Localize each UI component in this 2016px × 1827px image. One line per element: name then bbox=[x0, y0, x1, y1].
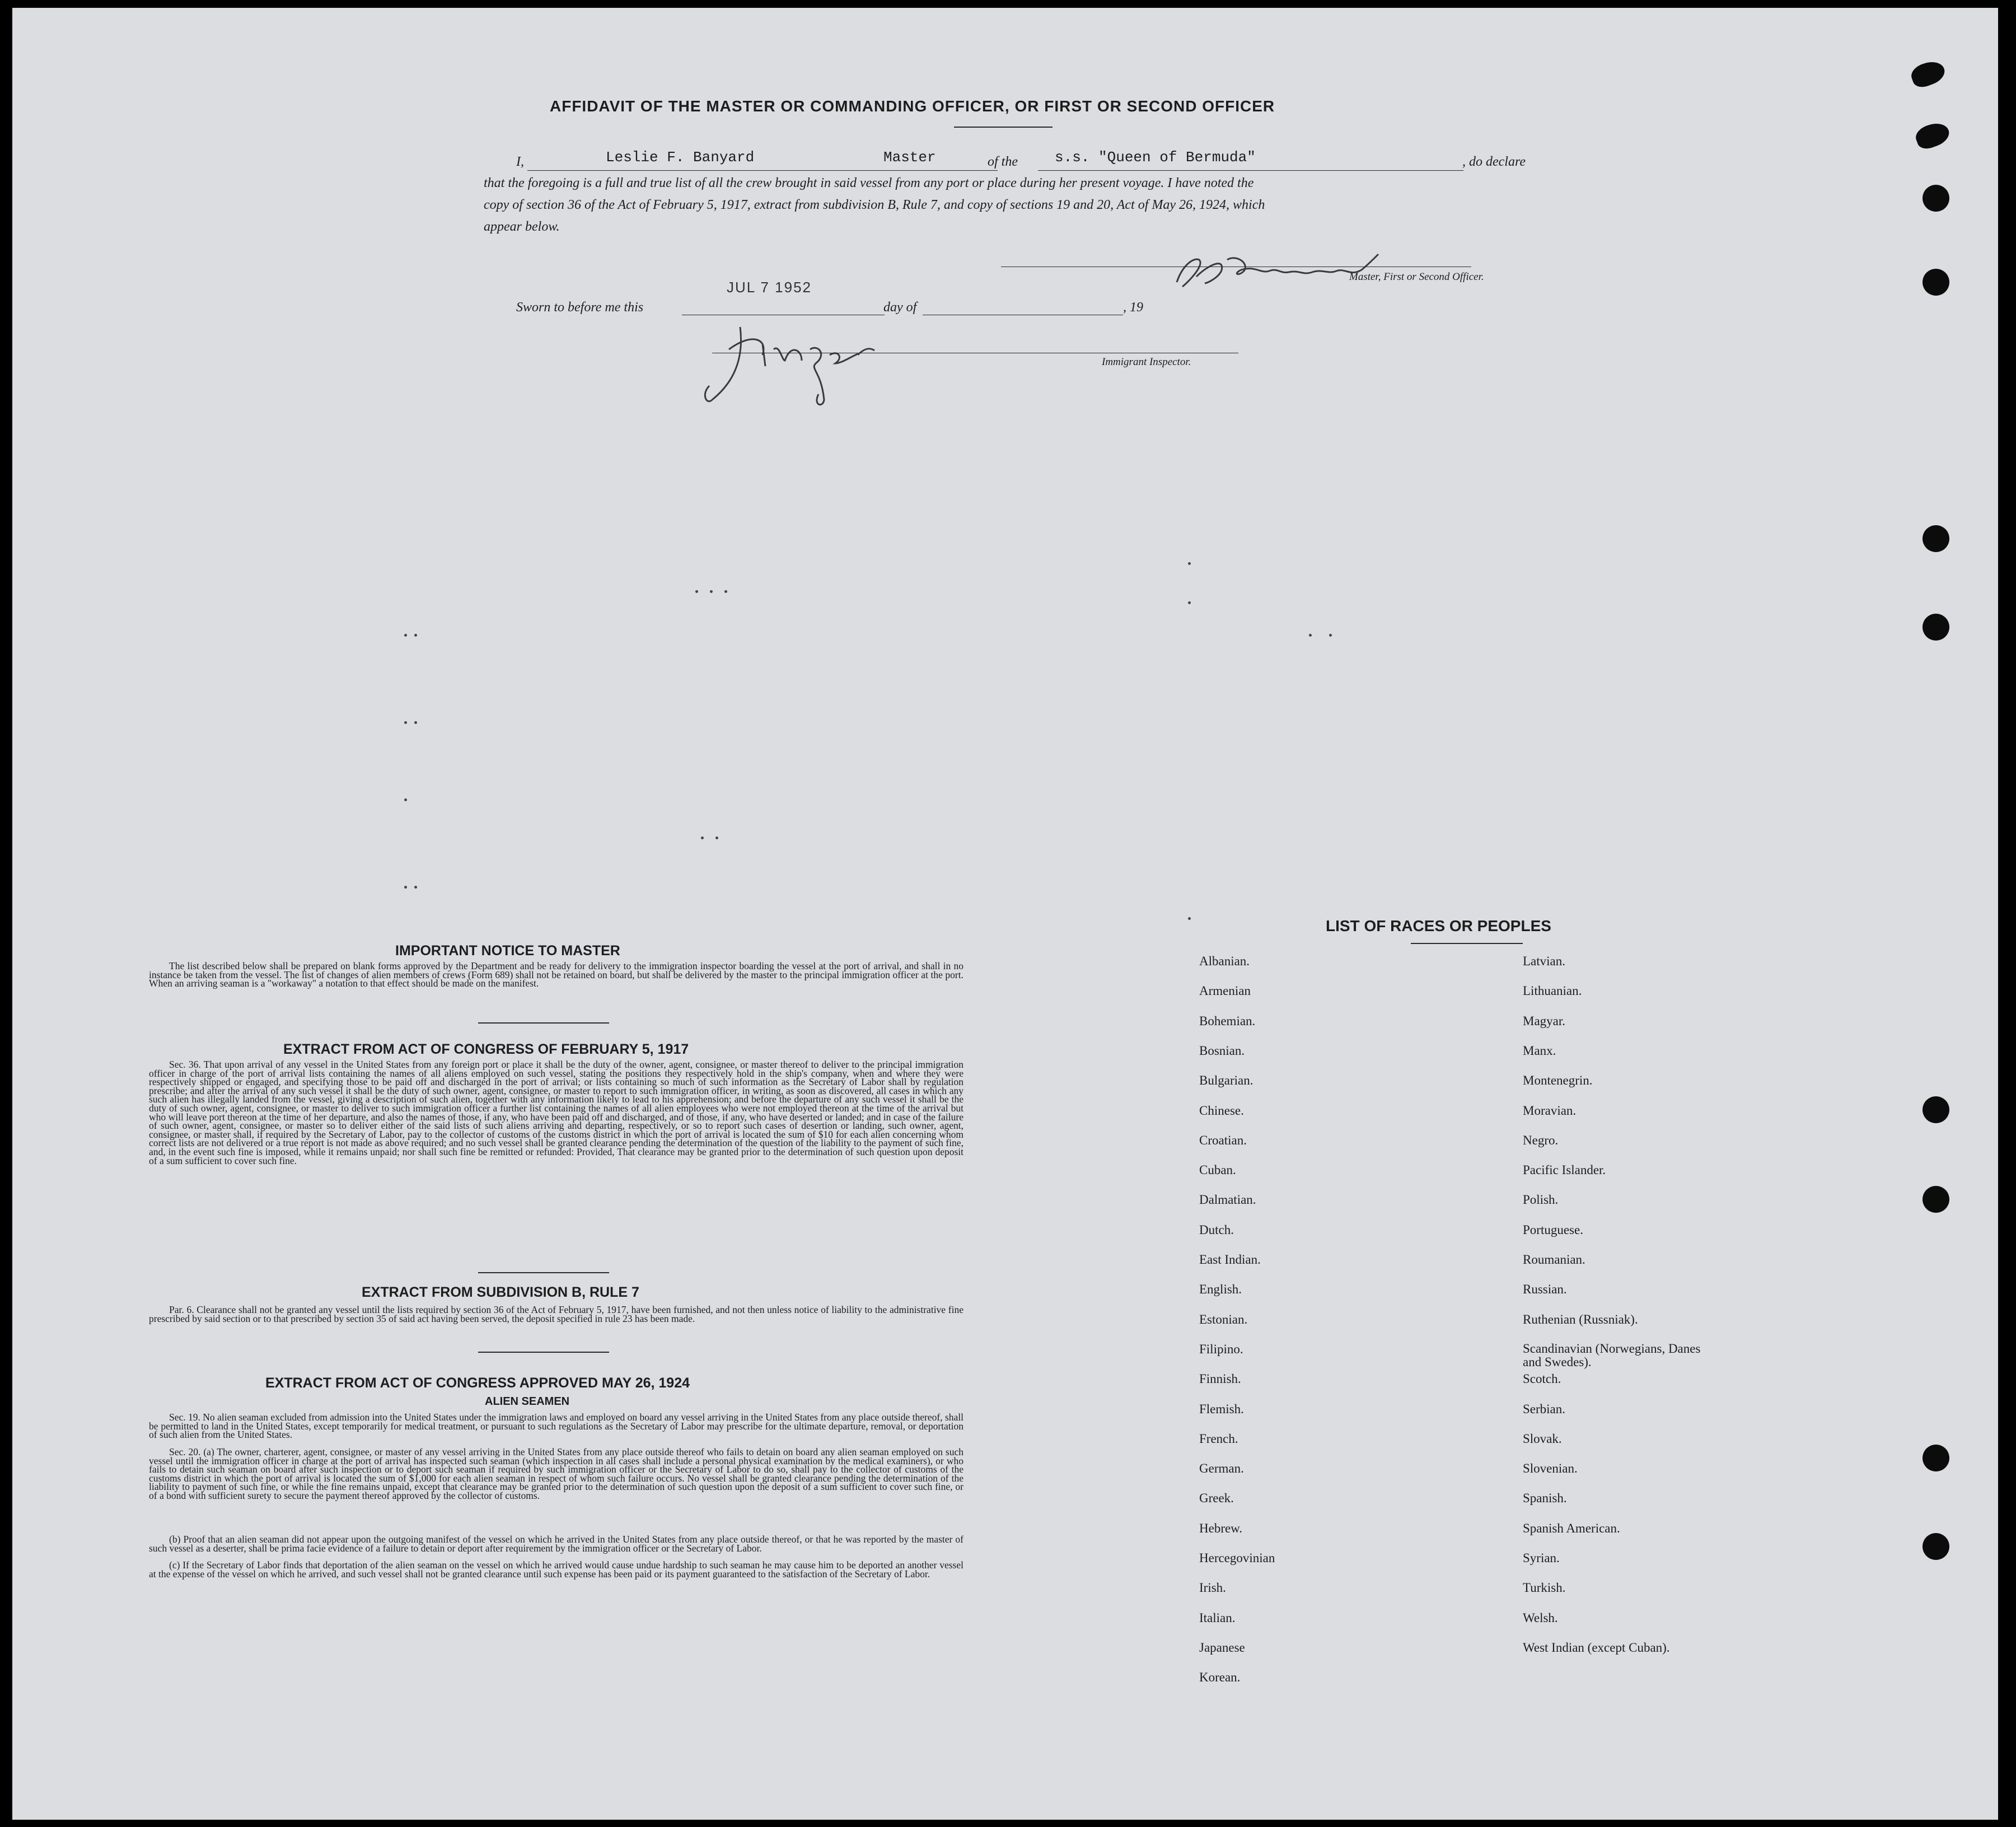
race-item: Hebrew. bbox=[1199, 1521, 1243, 1535]
race-item: English. bbox=[1199, 1282, 1242, 1296]
race-item: Scandinavian (Norwegians, Danes and Swedes). bbox=[1523, 1342, 1701, 1369]
race-item: Syrian. bbox=[1523, 1551, 1560, 1565]
race-item: Lithuanian. bbox=[1523, 984, 1582, 998]
do-declare-label: , do declare bbox=[1462, 155, 1526, 169]
speck bbox=[715, 837, 718, 839]
race-item: Russian. bbox=[1523, 1282, 1567, 1296]
race-item: Greek. bbox=[1199, 1491, 1234, 1505]
master-rank: Master bbox=[883, 149, 936, 166]
section-divider bbox=[478, 1022, 609, 1024]
races-divider bbox=[1411, 943, 1523, 944]
race-item: Armenian bbox=[1199, 984, 1251, 998]
section-divider bbox=[478, 1272, 609, 1273]
race-item: Manx. bbox=[1523, 1044, 1556, 1058]
speck bbox=[1329, 634, 1332, 637]
sec20c-text: (c) If the Secretary of Labor finds that deportation of the alien seaman on the vessel on which he arrived would cause undue hardship to such seaman he may cause him to be deported an another vessel at the expense of the vessel on which he arrived, and such vessel shall not be granted clearance until such expense has been paid or its payment guaranteed to the satisfaction of the Secretary of Labor. bbox=[149, 1559, 963, 1580]
speck bbox=[1188, 917, 1191, 920]
speck bbox=[414, 721, 417, 724]
document-page bbox=[12, 8, 1998, 1820]
punch-hole bbox=[1923, 525, 1949, 552]
affidavit-title: AFFIDAVIT OF THE MASTER OR COMMANDING OFFICER, OR FIRST OR SECOND OFFICER bbox=[550, 97, 1275, 115]
vessel-line bbox=[1038, 170, 1463, 171]
notice-heading: IMPORTANT NOTICE TO MASTER bbox=[395, 943, 620, 959]
sec20a-text: Sec. 20. (a) The owner, charterer, agent, consignee, or master of any vessel arriving in the United States from any place outside thereof who fails to detain on board any alien seaman employed on such vessel until the immigration officer in charge at the port of arrival has inspected such seaman (which inspection in all cases shall include a personal physical examination by the medical examiners), or who fails to detain such seaman on board after such inspection or to deport such seaman if required by such immigration officer or the Secretary of Labor to do so, shall pay to the collector of customs of the customs district in which the port of arrival is located the sum of $1,000 for each alien seaman in respect of whom such failure occurs. No vessel shall be granted clearance pending the determination of the liability to payment of such fine, or while the fine remains unpaid, except that clearance may be granted prior to the determination of such question upon the deposit of a sum sufficient to cover such fine, or of a bond with sufficient surety to secure the payment thereof approved by the collector of customs. bbox=[149, 1446, 963, 1501]
speck bbox=[404, 721, 407, 724]
race-item: Irish. bbox=[1199, 1581, 1226, 1595]
race-item: Flemish. bbox=[1199, 1402, 1244, 1416]
speck bbox=[1188, 601, 1191, 604]
punch-hole bbox=[1923, 1533, 1949, 1560]
section-divider bbox=[478, 1352, 609, 1353]
punch-hole bbox=[1913, 119, 1952, 152]
sec20b-text: (b) Proof that an alien seaman did not appear upon the outgoing manifest of the vessel on which he arrived in the United States from any place outside thereof, or that he was reported by the master of such vessel as a deserter, shall be prima facie evidence of a failure to detain or deport after requirement by the immigration officer or the Secretary of Labor. bbox=[149, 1534, 963, 1554]
race-item: Albanian. bbox=[1199, 954, 1250, 968]
race-item: Spanish American. bbox=[1523, 1521, 1620, 1535]
inspector-signature bbox=[690, 310, 925, 411]
race-item: Turkish. bbox=[1523, 1581, 1566, 1595]
punch-hole bbox=[1923, 269, 1949, 296]
punch-hole bbox=[1923, 614, 1949, 641]
race-item: Italian. bbox=[1199, 1611, 1236, 1625]
race-item: Spanish. bbox=[1523, 1491, 1567, 1505]
speck bbox=[710, 590, 713, 593]
speck bbox=[1188, 562, 1191, 565]
race-item: West Indian (except Cuban). bbox=[1523, 1641, 1670, 1655]
race-item: Hercegovinian bbox=[1199, 1551, 1275, 1565]
race-item: Dutch. bbox=[1199, 1223, 1234, 1237]
speck bbox=[404, 798, 407, 801]
races-heading: LIST OF RACES OR PEOPLES bbox=[1326, 917, 1551, 934]
speck bbox=[701, 837, 704, 839]
race-item: Bulgarian. bbox=[1199, 1073, 1253, 1087]
notice-text: The list described below shall be prepared on blank forms approved by the Department and be ready for delivery to the immigration inspector boarding the vessel at the port of arrival, and shall in no instance be taken from the vessel. The list of changes of alien members of crews (Form 689) shall not be retained on board, but shall be delivered by the master to the principal immigration officer at the port. When an arriving seaman is a "workaway" a notation to that effect should be made on the manifest. bbox=[149, 960, 963, 989]
race-item: Chinese. bbox=[1199, 1104, 1244, 1118]
race-item: Bosnian. bbox=[1199, 1044, 1245, 1058]
inspector-caption: Immigrant Inspector. bbox=[1102, 356, 1191, 368]
extract-rule7-heading: EXTRACT FROM SUBDIVISION B, RULE 7 bbox=[362, 1284, 639, 1300]
race-item: Montenegrin. bbox=[1523, 1073, 1593, 1087]
race-item: Cuban. bbox=[1199, 1163, 1236, 1177]
race-item: French. bbox=[1199, 1432, 1238, 1446]
race-item: Negro. bbox=[1523, 1133, 1559, 1147]
race-item: Bohemian. bbox=[1199, 1014, 1256, 1028]
race-item: Slovak. bbox=[1523, 1432, 1562, 1446]
of-the-label: of the bbox=[988, 155, 1018, 169]
race-item: Japanese bbox=[1199, 1641, 1245, 1655]
race-item: Pacific Islander. bbox=[1523, 1163, 1606, 1177]
race-item: Ruthenian (Russniak). bbox=[1523, 1312, 1638, 1326]
extract-1917-text: Sec. 36. That upon arrival of any vessel in the United States from any foreign port or place it shall be the duty of the owner, agent, consignee, or master thereof to deliver to the principal immigration officer in charge of the port of arrival lists containing the names of all aliens employed on such vessel, stating the positions they respectively hold in the ship's company, when and where they were respectively shipped or engaged, and specifying those to be paid off and discharged in the port of arrival; or lists containing so much of such information as the Secretary of Labor shall by regulation prescribe; and after the arrival of any such vessel it shall be the duty of such owner, agent, consignee, or master to report to such immigration officer, in writing, as soon as discovered, all cases in which any such alien has illegally landed from the vessel, giving a description of such alien, together with any information likely to lead to his apprehension; and before the departure of any such vessel it shall be the duty of such owner, agent, consignee, or master to deliver to such immigration officer a further list containing the names of all alien employees who were not employed thereon at the time of the arrival but who will leave port thereon at the time of her departure, and also the names of those, if any, who have been paid off and discharged, and of those, if any, who have deserted or landed; and in case of the failure of such owner, agent, consignee, or master so to deliver either of the said lists of such aliens arriving and departing, respectively, or so to report such cases of desertion or landing, such owner, agent, consignee, or master shall, if required by the Secretary of Labor, pay to the collector of customs of the customs district in which the port of arrival is located the sum of $10 for each alien concerning whom correct lists are not delivered or a true report is not made as above required; and no such vessel shall be granted clearance pending the determination of the question of the liability to the payment of such fine, and, in the event such fine is imposed, while it remains unpaid; nor shall such fine be remitted or refunded: Provided, That clearance may be granted prior to the determination of such question upon deposit of a sum sufficient to cover such fine. bbox=[149, 1059, 963, 1166]
affidavit-line-3: copy of section 36 of the Act of February 5, 1917, extract from subdivision B, Rule 7, and copy of sections 19 and 20, Act of May 26, 1924, which bbox=[484, 198, 1265, 212]
race-item: Serbian. bbox=[1523, 1402, 1566, 1416]
title-divider bbox=[954, 127, 1053, 128]
extract-rule7-text: Par. 6. Clearance shall not be granted any vessel until the lists required by section 36 of the Act of February 5, 1917, have been furnished, and not then unless notice of liability to the administrative fine prescribed by said section or to that prescribed by section 35 of said act having been served, the deposit specified in rule 23 has been made. bbox=[149, 1304, 963, 1324]
race-item: Roumanian. bbox=[1523, 1253, 1585, 1267]
sworn-date-stamp: JUL 7 1952 bbox=[727, 279, 812, 296]
speck bbox=[1309, 634, 1312, 637]
affidavit-i: I, bbox=[516, 155, 524, 169]
race-item: Portuguese. bbox=[1523, 1223, 1583, 1237]
extract-1924-heading: EXTRACT FROM ACT OF CONGRESS APPROVED MAY 26, 1924 bbox=[265, 1375, 690, 1391]
name-line bbox=[527, 170, 998, 171]
affidavit-line-2: that the foregoing is a full and true list of all the crew brought in said vessel from any port or place during her present voyage. I have noted the bbox=[484, 176, 1254, 190]
speck bbox=[695, 590, 698, 593]
race-item: Korean. bbox=[1199, 1670, 1241, 1684]
race-item: Moravian. bbox=[1523, 1104, 1577, 1118]
race-item: Polish. bbox=[1523, 1193, 1559, 1207]
signer-caption: Master, First or Second Officer. bbox=[1349, 271, 1484, 283]
race-item: German. bbox=[1199, 1461, 1244, 1475]
vessel-name: s.s. "Queen of Bermuda" bbox=[1055, 149, 1256, 166]
speck bbox=[414, 634, 417, 637]
day-of-label: day of bbox=[883, 300, 917, 315]
alien-seamen-subheading: ALIEN SEAMEN bbox=[485, 1395, 570, 1408]
sec19-text: Sec. 19. No alien seaman excluded from admission into the United States under the immigration laws and employed on board any vessel arriving in the United States from any place outside thereof, shall be permitted to land in the United States, except temporarily for medical treatment, or pursuant to such regulations as the Secretary of Labor may prescribe for the ultimate departure, removal, or deportation of such alien from the United States. bbox=[149, 1412, 963, 1441]
race-item: Estonian. bbox=[1199, 1312, 1248, 1326]
race-item: Finnish. bbox=[1199, 1372, 1241, 1386]
speck bbox=[414, 886, 417, 889]
race-item: East Indian. bbox=[1199, 1253, 1261, 1267]
punch-hole bbox=[1923, 185, 1949, 212]
race-item: Magyar. bbox=[1523, 1014, 1566, 1028]
extract-1917-heading: EXTRACT FROM ACT OF CONGRESS OF FEBRUARY 5, 1917 bbox=[283, 1041, 689, 1057]
race-item: Slovenian. bbox=[1523, 1461, 1578, 1475]
speck bbox=[724, 590, 727, 593]
punch-hole bbox=[1923, 1096, 1949, 1123]
master-name: Leslie F. Banyard bbox=[606, 149, 755, 166]
speck bbox=[404, 886, 407, 889]
affidavit-line-4: appear below. bbox=[484, 219, 560, 234]
year-label: , 19 bbox=[1123, 300, 1143, 315]
race-item: Welsh. bbox=[1523, 1611, 1558, 1625]
punch-hole bbox=[1923, 1445, 1949, 1471]
race-item: Filipino. bbox=[1199, 1342, 1243, 1356]
speck bbox=[404, 634, 407, 637]
sworn-label: Sworn to before me this bbox=[516, 300, 644, 315]
race-item: Scotch. bbox=[1523, 1372, 1561, 1386]
punch-hole bbox=[1923, 1186, 1949, 1213]
race-item: Latvian. bbox=[1523, 954, 1565, 968]
race-item: Dalmatian. bbox=[1199, 1193, 1256, 1207]
race-item: Croatian. bbox=[1199, 1133, 1247, 1147]
punch-hole bbox=[1909, 58, 1948, 90]
